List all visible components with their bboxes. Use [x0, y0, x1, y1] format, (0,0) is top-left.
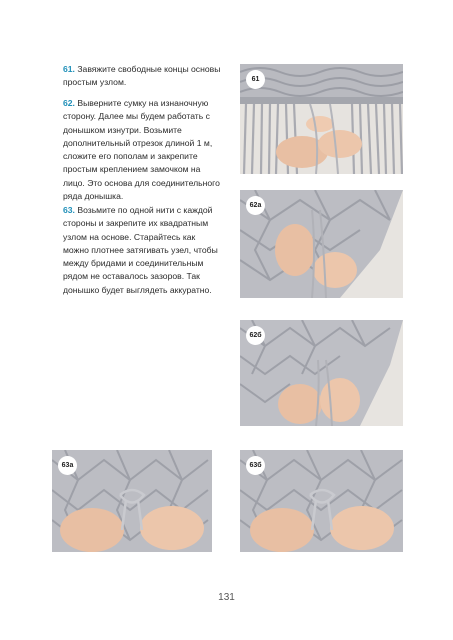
- photo-63b: [240, 450, 403, 552]
- photo-label-badge: 62а: [246, 196, 265, 215]
- photo-61: [240, 64, 403, 174]
- step-text: Выверните сумку на изнаночную сторону. Далее мы будем работать с донышком изнутри. Возьмите дополнительный отрезок длиной 1 м, сложите его пополам и закрепите простым креплением замочком на лицо. Это основа для соединительного ряда донышка.: [63, 98, 220, 202]
- step-62: [63, 97, 221, 203]
- step-61: [63, 63, 221, 90]
- step-number: 62.: [63, 98, 75, 108]
- step-number: 63.: [63, 205, 75, 215]
- page-number: 131: [218, 592, 235, 603]
- step-text: Возьмите по одной нити с каждой стороны и закрепите их квадратным узлом на основе. Старайтесь как можно плотнее затягивать узел, чтобы между бридами и соединительным рядом не оставалось зазоров. Так донышко будет выглядеть аккуратно.: [63, 205, 218, 295]
- step-63: [63, 204, 221, 297]
- photo-62a: [240, 190, 403, 298]
- photo-label-badge: 62б: [246, 326, 265, 345]
- step-number: 61.: [63, 64, 75, 74]
- photo-label-badge: 61: [246, 70, 265, 89]
- photo-label-badge: 63б: [246, 456, 265, 475]
- photo-62b: [240, 320, 403, 426]
- photo-label-badge: 63а: [58, 456, 77, 475]
- step-text: Завяжите свободные концы основы простым узлом.: [63, 64, 221, 88]
- photo-63a: [52, 450, 212, 552]
